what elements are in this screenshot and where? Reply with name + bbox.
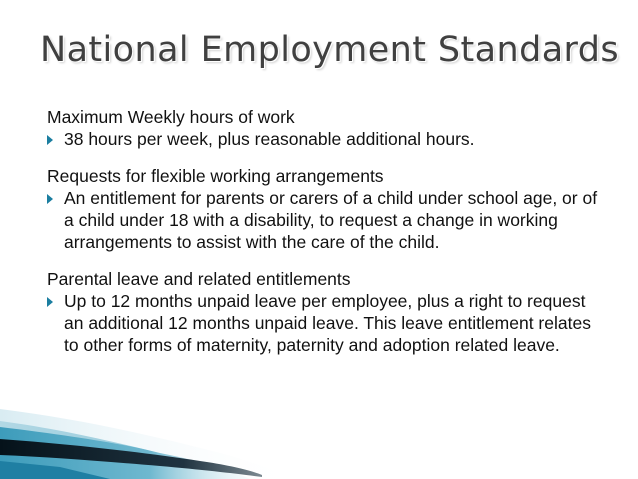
bullet-item [47,187,607,253]
section-heading: Maximum Weekly hours of work [47,107,295,127]
decorative-wave [0,349,638,479]
section-flexible-work [47,165,607,253]
bullet-text: Up to 12 months unpaid leave per employee, plus a right to request an additional 12 months unpaid leave. This leave entitlement relates to other forms of maternity, paternity and adoption related leave. [64,291,591,355]
slide-content [47,106,607,371]
triangle-bullet-icon [47,135,53,145]
bullet-text: 38 hours per week, plus reasonable additional hours. [64,129,475,149]
section-heading: Requests for flexible working arrangements [47,166,384,186]
triangle-bullet-icon [47,297,53,307]
triangle-bullet-icon [47,194,53,204]
section-parental-leave [47,268,607,356]
section-max-hours [47,106,607,150]
bullet-item [47,290,607,356]
bullet-item [47,128,607,150]
section-heading: Parental leave and related entitlements [47,269,351,289]
bullet-text: An entitlement for parents or carers of a child under school age, or of a child under 18 with a disability, to request a change in working arrangements to assist with the care of the child. [64,188,598,252]
slide-title: National Employment Standards [40,30,619,70]
